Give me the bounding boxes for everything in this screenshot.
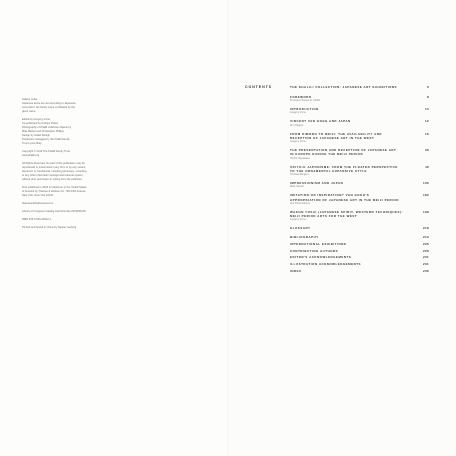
toc-page-number: 182 <box>422 193 429 198</box>
colophon-line: ISBN 978-0-500-23912-1 <box>22 218 51 221</box>
toc-entry[interactable] <box>290 107 429 115</box>
gutter-shadow <box>227 0 229 456</box>
colophon-line: reproduced or transmitted in any form or by any means, <box>22 166 86 169</box>
colophon-line: Mike Barker and Christopher Phillips <box>22 130 64 133</box>
toc-entry-author: Gregory Irvine <box>290 140 306 143</box>
table-of-contents <box>290 85 429 273</box>
toc-page-number: 10 <box>424 107 429 111</box>
toc-page-number: 231 <box>422 262 429 267</box>
contents-heading: CONTENTS <box>245 85 272 89</box>
toc-entry[interactable] <box>290 269 429 273</box>
colophon-line: New York, New York 10110 <box>22 194 54 197</box>
toc-entry[interactable] <box>290 242 429 246</box>
toc-entry[interactable] <box>290 119 429 127</box>
toc-entry-title <box>290 210 408 218</box>
colophon-line: Japanese items are set according to Japanese <box>22 102 76 105</box>
toc-entry-title <box>290 85 408 89</box>
toc-entry-title <box>290 249 408 253</box>
toc-title-line: ILLUSTRATION ACKNOWLEDGEMENTS <box>290 262 362 267</box>
toc-title-line: RECEPTION OF JAPANESE ART IN THE WEST <box>290 135 375 140</box>
toc-entry[interactable] <box>290 249 429 253</box>
toc-title-line: INTERNATIONAL EXHIBITIONS <box>290 241 347 246</box>
toc-entry-title <box>290 255 408 259</box>
colophon-line: of America by Thames & Hudson Inc., 500 Fifth Avenue, <box>22 190 87 193</box>
toc-entry-title <box>290 262 408 266</box>
toc-page-number: 236 <box>422 269 429 274</box>
colophon-block <box>22 202 104 206</box>
toc-entry[interactable] <box>290 165 429 177</box>
colophon-line: Edited by Gregory Irvine <box>22 118 50 121</box>
toc-entry[interactable] <box>290 85 429 89</box>
colophon-block <box>22 186 104 198</box>
colophon-line: thamesandhudsonusa.com <box>22 202 54 205</box>
toc-title-line: THE PRESENTATION AND RECEPTION OF JAPANESE ART <box>290 148 397 153</box>
toc-entry-author: Hiroko Hayakawa <box>290 156 310 160</box>
toc-title-line: WAKON YOSAI (JAPANESE SPIRIT, WESTERN TECHNIQUES): <box>290 209 403 214</box>
toc-page-number: 219 <box>422 235 429 240</box>
toc-entry-author: Ana Tcherniakova <box>290 201 310 205</box>
toc-entry[interactable] <box>290 193 429 205</box>
toc-page-number: 198 <box>422 209 429 214</box>
toc-entry[interactable] <box>290 181 429 189</box>
toc-entry-title <box>290 269 408 273</box>
toc-entry-author: Tsuhasa Bergers <box>290 173 309 176</box>
toc-entry-title <box>290 242 408 246</box>
toc-title-line: INTRODUCTION <box>290 107 319 111</box>
colophon-line: Design by Isabel Design <box>22 134 50 137</box>
toc-entry-author: Gregory Irvine <box>290 111 306 115</box>
colophon <box>22 98 104 234</box>
toc-page-number: 16 <box>424 131 429 136</box>
toc-page-number: 106 <box>422 181 429 186</box>
toc-title-line: FOREWORD <box>290 94 312 99</box>
colophon-line: Printed and bound in China by Toppan Leefung <box>22 226 77 229</box>
toc-entry[interactable] <box>290 262 429 266</box>
toc-entry-title <box>290 226 408 230</box>
toc-title-line: TO THE ORNAMENTAL EXPANSIVE STYLE <box>290 168 368 173</box>
toc-title-line: FROM KIMONO TO MEIJI: THE AVAILABILITY AND <box>290 131 383 136</box>
colophon-line: Library of Congress Catalog Card Number 2013936103 <box>22 210 86 213</box>
toc-title-line: VINCENT VAN GOGH AND JAPAN <box>290 119 351 124</box>
toc-page-number: 46 <box>424 164 429 169</box>
toc-page-number: 228 <box>422 248 429 253</box>
colophon-block <box>22 226 104 230</box>
toc-title-line: IMITATION OR INSPIRATION? VAN GOGH'S <box>290 193 370 198</box>
colophon-line: Co-published by Andrew Pelton <box>22 122 59 125</box>
toc-page-number: 226 <box>422 241 429 246</box>
toc-title-line: GLOSSARY <box>290 226 311 231</box>
toc-entry-author: Gregory Irvine <box>290 218 306 222</box>
colophon-line: electronic or mechanical, including photocopy, recording <box>22 170 87 173</box>
colophon-block <box>22 218 104 222</box>
colophon-block <box>22 98 104 114</box>
colophon-line: Photography of Khalili collection objects by <box>22 126 72 129</box>
colophon-line: without prior permission in writing from the publisher. <box>22 178 83 181</box>
toc-entry-title <box>290 165 408 173</box>
colophon-block <box>22 162 104 182</box>
colophon-block <box>22 210 104 214</box>
toc-title-line: IN EUROPE DURING THE MEIJI PERIOD <box>290 152 364 157</box>
colophon-line: www.khalili.org <box>22 154 40 157</box>
toc-page-number: 218 <box>422 226 429 231</box>
toc-entry[interactable] <box>290 235 429 239</box>
toc-title-line: APPROPRIATION OF JAPANESE ART IN THE MEIJI PERIOD <box>290 197 399 202</box>
toc-entry-title <box>290 193 408 201</box>
toc-entry[interactable] <box>290 95 429 103</box>
toc-title-line: THE KHALILI COLLECTION: JAPANESE ART EXHIBITIONS <box>290 85 398 89</box>
toc-entry[interactable] <box>290 255 429 259</box>
toc-entry-author: Professor Nasser D. Khalili <box>290 98 320 102</box>
colophon-line: convention: the family name is followed by the <box>22 106 75 109</box>
colophon-line: All Rights Reserved. No part of this publication may be <box>22 162 85 165</box>
toc-title-line: MEIJI PERIOD ARTS FOR THE WEST <box>290 214 358 219</box>
toc-title-line: CONTRIBUTING AUTHORS <box>290 248 339 253</box>
toc-entry-author: Kim Higgins <box>290 123 304 127</box>
colophon-line: Trust Lynne Bray <box>22 142 42 145</box>
toc-page-number: 36 <box>424 148 429 153</box>
toc-entry[interactable] <box>290 210 429 222</box>
toc-entry[interactable] <box>290 148 429 160</box>
toc-title-line: UKIYO-E JAPONISME: FROM THE FLOATED PERSPECTIVE <box>290 164 398 169</box>
toc-title-line: BIBLIOGRAPHY <box>290 235 319 240</box>
toc-title-line: INDEX <box>290 269 302 274</box>
toc-entry-author: Mark Stevart <box>290 185 305 189</box>
colophon-block <box>22 118 104 146</box>
colophon-line: or any other information storage and retrieval system, <box>22 174 84 177</box>
colophon-line: Production managed by the Khalili Family <box>22 138 70 141</box>
toc-entry-title <box>290 132 408 140</box>
colophon-block <box>22 150 104 158</box>
toc-entry-title <box>290 148 408 156</box>
toc-entry[interactable] <box>290 226 429 230</box>
toc-entry[interactable] <box>290 132 429 144</box>
toc-page-number: 12 <box>424 119 429 124</box>
toc-title-line: EDITOR'S ACKNOWLEDGEMENTS <box>290 255 352 260</box>
toc-entry-title <box>290 235 408 239</box>
colophon-line: given name. <box>22 110 37 113</box>
colophon-line: Gallery notes <box>22 98 38 101</box>
toc-page-number: 6 <box>426 85 429 89</box>
toc-page-number: 231 <box>422 255 429 260</box>
colophon-line: Copyright © 2013 The Khalili Family Trust <box>22 150 70 153</box>
toc-page-number: 8 <box>426 94 429 99</box>
toc-title-line: IMPRESSIONISM AND JAPAN <box>290 181 344 186</box>
colophon-line: First published in 2013 in hardcover in the United States <box>22 186 87 189</box>
